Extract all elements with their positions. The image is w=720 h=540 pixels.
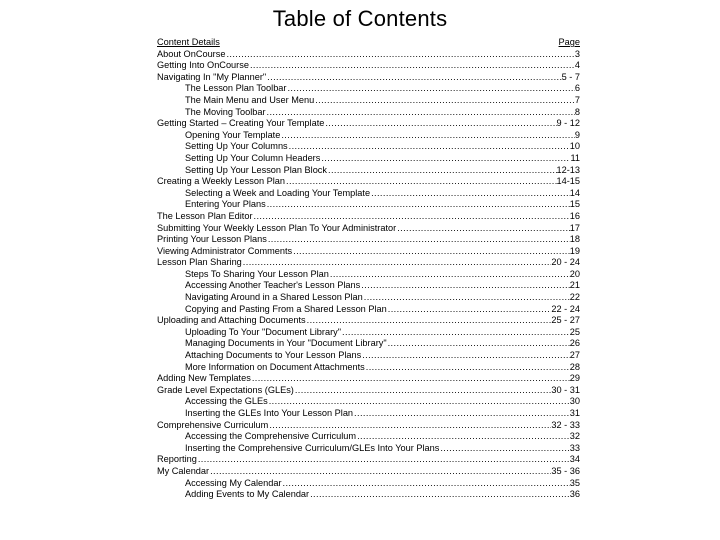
toc-entry-label: The Moving Toolbar [185,106,266,117]
dot-leader [242,257,552,269]
toc-entry-page: 22 - 24 [551,303,580,314]
toc-entry-page: 12-13 [556,164,580,175]
dot-leader [365,362,570,374]
dot-leader [327,165,557,177]
dot-leader [309,489,570,501]
toc-entry-page: 6 [574,83,580,94]
toc-entry [157,315,580,327]
toc-entry-label: Lesson Plan Sharing [157,257,242,268]
toc-subentry [157,408,580,420]
toc-subentry [157,269,580,281]
toc-subentry [157,396,580,408]
dot-leader [353,408,570,420]
toc-entry-page: 10 [569,141,580,152]
dot-leader [306,315,552,327]
dot-leader [282,478,570,490]
toc-entry-page: 30 [569,396,580,407]
toc-subentry [157,280,580,292]
toc-entry-page: 7 [574,94,580,105]
dot-leader [294,385,552,397]
toc-entry-page: 20 [569,268,580,279]
toc-entry-page: 32 [569,431,580,442]
dot-leader [396,223,570,235]
toc-entry-page: 11 [570,152,580,163]
toc-entry-label: Getting Into OnCourse [157,60,249,71]
toc-entry-label: Setting Up Your Columns [185,141,288,152]
dot-leader [387,338,570,350]
toc-subentry [157,199,580,211]
dot-leader [268,396,570,408]
toc-subentry [157,188,580,200]
toc-entry-label: Attaching Documents to Your Lesson Plans [185,350,362,361]
dot-leader [225,49,574,61]
toc-entry [157,223,580,235]
toc-subentry [157,478,580,490]
toc-subentry [157,292,580,304]
toc-entry-label: Managing Documents in Your "Document Library" [185,338,387,349]
toc-entry-page: 19 [569,245,580,256]
dot-leader [324,118,556,130]
toc-subentry [157,362,580,374]
toc-entries [157,49,580,501]
toc-entry [157,60,580,72]
toc-subentry [157,107,580,119]
toc-entry-label: Viewing Administrator Comments [157,245,293,256]
toc-entry-page: 28 [569,361,580,372]
toc-subentry [157,83,580,95]
toc-subentry [157,304,580,316]
toc-entry-label: About OnCourse [157,48,226,59]
toc-entry-page: 30 - 31 [551,384,580,395]
toc-header [157,37,580,49]
dot-leader [360,280,570,292]
toc-entry-label: Selecting a Week and Loading Your Template [185,187,371,198]
dot-leader [266,72,561,84]
toc-entry-page: 22 [569,292,580,303]
toc-entry [157,373,580,385]
toc-entry [157,234,580,246]
toc-header-page: Page [558,37,580,47]
toc-entry-page: 29 [569,373,580,384]
toc-entry-page: 8 [574,106,580,117]
toc-entry-page: 33 [569,442,580,453]
dot-leader [314,95,575,107]
toc-entry-page: 36 [569,489,580,500]
toc-subentry [157,141,580,153]
dot-leader [268,420,551,432]
toc-subentry [157,153,580,165]
toc-entry [157,49,580,61]
dot-leader [197,454,570,466]
dot-leader [329,269,570,281]
dot-leader [266,107,575,119]
dot-leader [251,373,570,385]
toc-entry-label: Inserting the Comprehensive Curriculum/GLEs Into Your Plans [185,442,440,453]
toc-entry-page: 20 - 24 [551,257,580,268]
toc-entry-page: 17 [569,222,580,233]
dot-leader [266,199,570,211]
toc-entry-page: 4 [574,60,580,71]
toc-entry-label: Setting Up Your Column Headers [185,152,321,163]
dot-leader [267,234,570,246]
toc-entry-label: Reporting [157,454,197,465]
toc-subentry [157,431,580,443]
toc-header-content-details: Content Details [157,37,220,47]
dot-leader [341,327,570,339]
table-of-contents [157,37,580,501]
toc-entry-page: 9 - 12 [556,118,580,129]
toc-entry-page: 25 - 27 [551,315,580,326]
toc-entry-page: 35 [569,477,580,488]
toc-entry-page: 34 [569,454,580,465]
toc-entry-label: Printing Your Lesson Plans [157,234,267,245]
toc-entry-page: 27 [569,350,580,361]
toc-entry-label: Comprehensive Curriculum [157,419,269,430]
dot-leader [363,292,570,304]
dot-leader [288,141,570,153]
toc-entry [157,454,580,466]
toc-entry-label: Copying and Pasting From a Shared Lesson Plan [185,303,387,314]
toc-entry-page: 9 [574,129,580,140]
toc-subentry [157,130,580,142]
toc-entry-label: The Lesson Plan Editor [157,210,253,221]
toc-entry [157,176,580,188]
toc-entry-page: 3 [574,48,580,59]
dot-leader [280,130,575,142]
toc-subentry [157,350,580,362]
toc-subentry [157,165,580,177]
toc-entry-page: 14-15 [556,176,580,187]
dot-leader [320,153,570,165]
dot-leader [249,60,575,72]
toc-entry-page: 16 [569,210,580,221]
toc-entry-label: Opening Your Template [185,129,281,140]
toc-entry [157,385,580,397]
dot-leader [286,83,574,95]
toc-entry [157,466,580,478]
toc-entry-label: Submitting Your Weekly Lesson Plan To Your Administrator [157,222,397,233]
toc-entry [157,246,580,258]
toc-entry-label: Navigating Around in a Shared Lesson Plan [185,292,363,303]
toc-entry-label: Accessing My Calendar [185,477,282,488]
toc-subentry [157,327,580,339]
toc-entry-label: Navigating In "My Planner" [157,71,267,82]
toc-subentry [157,489,580,501]
dot-leader [292,246,570,258]
toc-entry-label: Adding Events to My Calendar [185,489,310,500]
toc-entry-label: Entering Your Plans [185,199,266,210]
toc-entry-label: Grade Level Expectations (GLEs) [157,384,294,395]
toc-entry-page: 15 [569,199,580,210]
toc-entry-label: Setting Up Your Lesson Plan Block [185,164,327,175]
toc-entry-page: 31 [569,408,580,418]
dot-leader [370,188,570,200]
toc-entry-label: My Calendar [157,465,210,476]
toc-entry-label: Accessing the Comprehensive Curriculum [185,431,357,442]
dot-leader [356,431,570,443]
toc-subentry [157,443,580,455]
toc-entry-label: Uploading To Your "Document Library" [185,326,341,337]
toc-entry-page: 5 - 7 [561,71,580,82]
toc-entry-page: 25 [569,326,580,337]
dot-leader [387,304,552,316]
dot-leader [285,176,556,188]
dot-leader [439,443,569,455]
toc-entry-label: Inserting the GLEs Into Your Lesson Plan [185,408,354,418]
toc-entry-page: 26 [569,338,580,349]
toc-entry-label: Adding New Templates [157,373,251,384]
toc-entry-label: Accessing Another Teacher's Lesson Plans [185,280,361,291]
toc-entry-page: 32 - 33 [551,419,580,430]
toc-entry [157,118,580,130]
toc-entry-label: Uploading and Attaching Documents [157,315,306,326]
toc-entry-page: 35 - 36 [551,465,580,476]
toc-entry-label: Steps To Sharing Your Lesson Plan [185,268,329,279]
page-title: Table of Contents [272,6,448,31]
toc-entry [157,211,580,223]
toc-entry-label: The Lesson Plan Toolbar [185,83,287,94]
toc-entry-page: 18 [569,234,580,245]
toc-entry-label: The Main Menu and User Menu [185,94,315,105]
toc-entry-label: Accessing the GLEs [185,396,268,407]
dot-leader [209,466,551,478]
toc-subentry [157,95,580,107]
toc-subentry [157,338,580,350]
toc-entry-page: 21 [569,280,580,291]
dot-leader [361,350,570,362]
dot-leader [253,211,570,223]
toc-entry [157,420,580,432]
toc-entry [157,72,580,84]
toc-entry-label: Creating a Weekly Lesson Plan [157,176,286,187]
toc-entry-page: 14 [569,187,580,198]
toc-entry-label: More Information on Document Attachments [185,361,365,372]
toc-entry-label: Getting Started – Creating Your Template [157,118,325,129]
toc-entry [157,257,580,269]
